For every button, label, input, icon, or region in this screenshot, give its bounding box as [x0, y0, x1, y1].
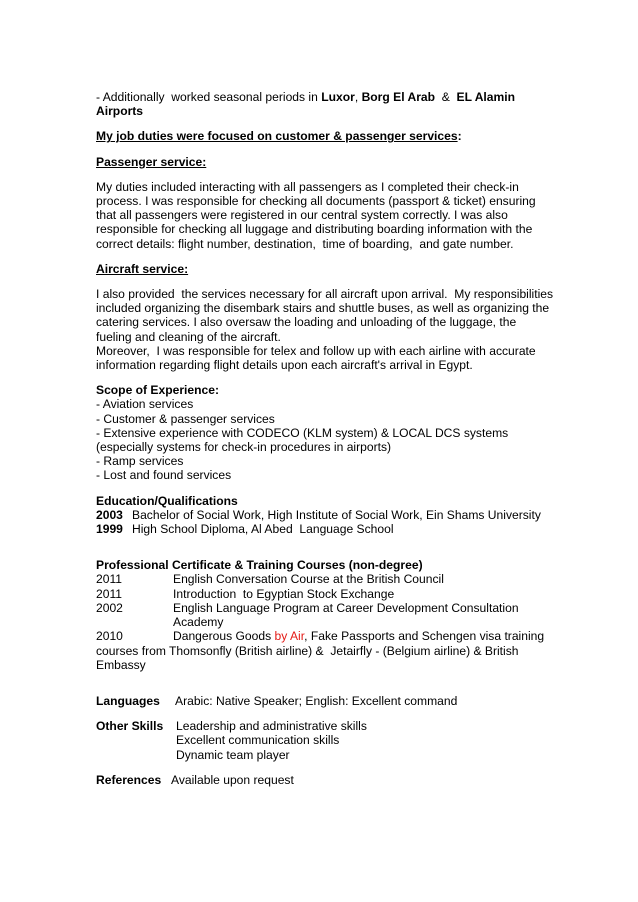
passenger-line: that all passengers were registered in our central system correctly. I was also	[96, 208, 508, 223]
dg-highlight: by Air	[274, 629, 305, 644]
aircraft-line: information regarding flight details upon each aircraft's arrival in Egypt.	[96, 358, 473, 373]
duties-colon: :	[457, 129, 462, 144]
education-year: 1999	[96, 522, 123, 537]
certificate-item	[96, 601, 546, 615]
alamin-text: EL Alamin	[456, 90, 516, 104]
certificate-year: 2010	[96, 629, 123, 644]
dg-text: , Fake Passports and Schengen visa training	[304, 629, 545, 644]
scope-heading: Scope of Experience:	[96, 383, 219, 398]
languages-text: Arabic: Native Speaker; English: Excellent command	[175, 693, 458, 708]
certificate-item	[96, 629, 546, 643]
certificate-continuation: Embassy	[96, 657, 146, 672]
languages-label: Languages	[96, 693, 160, 708]
scope-item: - Lost and found services	[96, 468, 232, 483]
dg-text: Dangerous Goods	[173, 629, 275, 644]
passenger-heading: Passenger service:	[96, 154, 207, 169]
resume-page	[96, 90, 554, 787]
languages-row	[96, 694, 546, 708]
certificate-item	[96, 572, 546, 586]
skill-item: Dynamic team player	[176, 747, 290, 762]
passenger-line: process. I was responsible for checking all documents (passport & ticket) ensuring	[96, 194, 536, 209]
passenger-line: My duties included interacting with all passengers as I completed their check-in	[96, 179, 519, 194]
passenger-line: responsible for checking all luggage and distributing boarding information with the	[96, 222, 533, 237]
scope-item: - Extensive experience with CODECO (KLM system) & LOCAL DCS systems	[96, 425, 509, 440]
intro-sep: &	[435, 90, 457, 104]
other-skills-label: Other Skills	[96, 719, 164, 734]
skill-item: Excellent communication skills	[176, 733, 340, 748]
certificate-text: English Language Program at Career Development Consultation	[173, 600, 519, 615]
certificate-text: Introduction to Egyptian Stock Exchange	[173, 586, 395, 601]
certificate-year: 2002	[96, 600, 123, 615]
references-label: References	[96, 772, 162, 787]
references-row	[96, 773, 546, 787]
education-item	[96, 522, 546, 536]
intro-line	[96, 90, 546, 104]
duties-heading: My job duties were focused on customer & passenger services	[96, 129, 458, 144]
scope-item: (especially systems for check-in procedures in airports)	[96, 440, 392, 455]
intro-sep: ,	[354, 90, 362, 104]
duties-heading-line	[96, 129, 546, 143]
aircraft-heading: Aircraft service:	[96, 261, 189, 276]
aircraft-body	[96, 287, 554, 373]
education-text: Bachelor of Social Work, High Institute of Social Work, Ein Shams University	[132, 507, 541, 522]
education-heading: Education/Qualifications	[96, 493, 238, 508]
certificate-academy: Academy	[173, 615, 224, 630]
certificate-text	[173, 629, 544, 643]
scope-list	[96, 397, 546, 482]
aircraft-line: Moreover, I was responsible for telex and follow up with each airline with accurate	[96, 343, 536, 358]
intro-prefix: - Additionally worked seasonal periods in	[96, 90, 322, 104]
references-text: Available upon request	[171, 772, 294, 787]
other-skills-row	[96, 719, 546, 733]
certificates-heading: Professional Certificate & Training Courses (non-degree)	[96, 558, 423, 573]
certificate-text: English Conversation Course at the British Council	[173, 572, 444, 587]
education-text: High School Diploma, Al Abed Language School	[132, 522, 394, 537]
scope-item: - Ramp services	[96, 454, 184, 469]
borg-text: Borg El Arab	[361, 90, 436, 104]
education-year: 2003	[96, 507, 123, 522]
certificate-item	[96, 587, 546, 601]
certificate-continuation: courses from Thomsonfly (British airline) & Jetairfly - (Belgium airline) & British	[96, 643, 519, 658]
scope-item: - Customer & passenger services	[96, 411, 275, 426]
passenger-body	[96, 180, 546, 251]
certificate-year: 2011	[96, 586, 123, 601]
luxor-text: Luxor	[321, 90, 355, 104]
certificate-year: 2011	[96, 572, 123, 587]
aircraft-line: I also provided the services necessary for all aircraft upon arrival. My responsibilities	[96, 287, 554, 302]
passenger-line: correct details: flight number, destination, time of boarding, and gate number.	[96, 236, 514, 251]
aircraft-line: catering services. I also oversaw the loading and unloading of the luggage, the	[96, 315, 517, 330]
aircraft-line: included organizing the disembark stairs and shuttle buses, as well as organizing the	[96, 301, 550, 316]
education-item	[96, 508, 546, 522]
scope-item: - Aviation services	[96, 397, 194, 412]
aircraft-line: fueling and cleaning of the aircraft.	[96, 329, 281, 344]
skill-item: Leadership and administrative skills	[176, 719, 367, 734]
airports-text: Airports	[96, 104, 144, 119]
